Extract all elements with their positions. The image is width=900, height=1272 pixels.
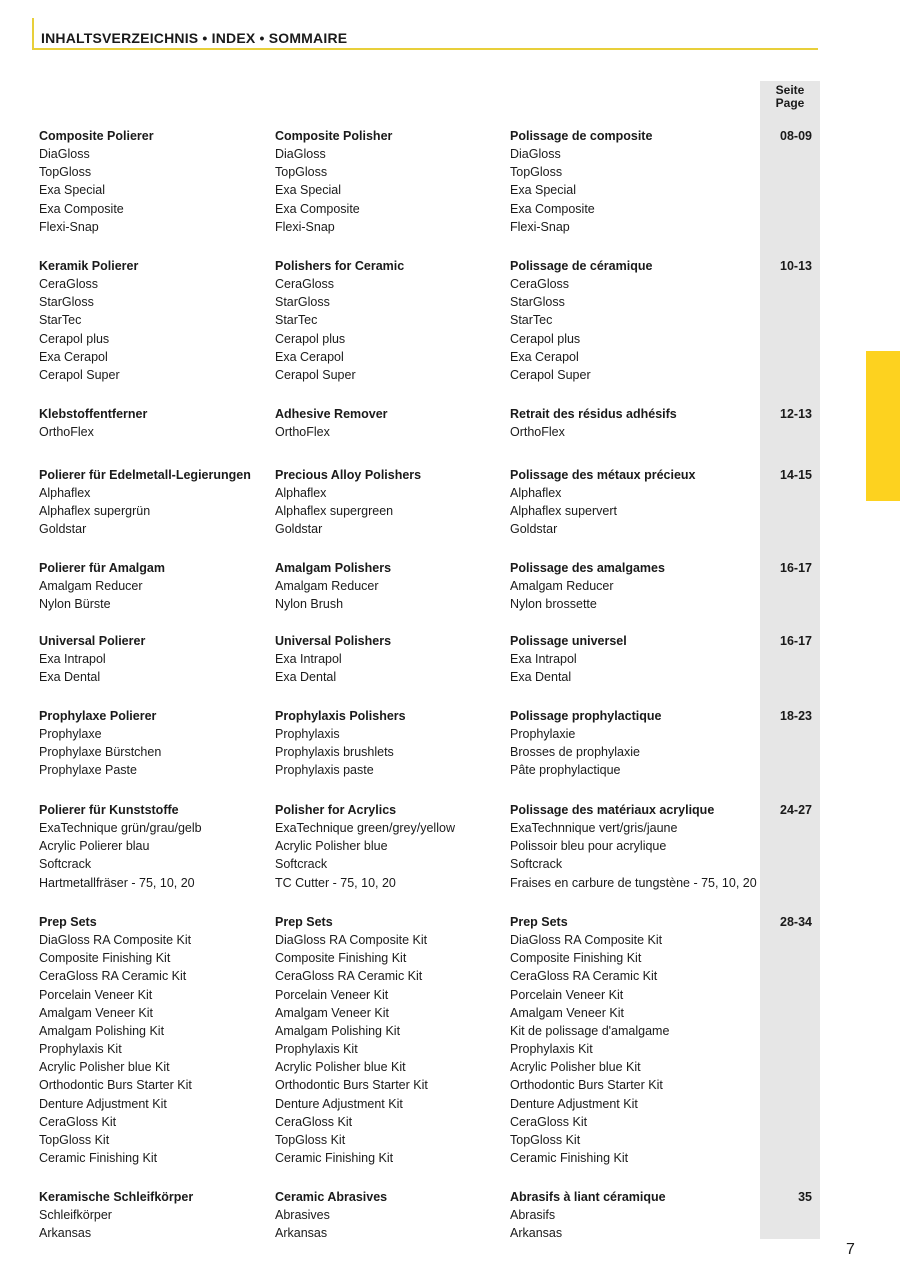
index-entry: Softcrack: [510, 857, 563, 872]
section-heading: Keramische Schleifkörper: [39, 1190, 194, 1204]
index-entry: Alphaflex: [275, 486, 327, 501]
title-bar: [32, 18, 818, 50]
column-de: [39, 707, 269, 780]
index-entry: ExaTechnique grün/grau/gelb: [39, 821, 202, 836]
index-entry: Prophylaxis: [275, 727, 340, 742]
page-range: 16-17: [780, 634, 812, 648]
column-de: [39, 257, 269, 384]
index-entry: Acrylic Polisher blue Kit: [275, 1060, 406, 1075]
page-label-en: Page: [775, 96, 805, 110]
column-en: [275, 801, 505, 892]
index-entry: Flexi-Snap: [275, 219, 335, 234]
section-heading: Klebstoffentferner: [39, 407, 148, 421]
section-heading: Universal Polishers: [275, 634, 392, 648]
column-fr: [510, 801, 760, 892]
index-entry: Porcelain Veneer Kit: [510, 987, 624, 1002]
index-entry: Prophylaxie: [510, 727, 576, 742]
index-entry: Exa Dental: [510, 670, 572, 685]
index-entry: DiaGloss RA Composite Kit: [39, 933, 192, 948]
index-entry: Amalgam Reducer: [39, 579, 143, 594]
index-entry: Amalgam Reducer: [275, 579, 379, 594]
index-entry: Softcrack: [39, 857, 92, 872]
index-entry: Acrylic Polierer blau: [39, 839, 150, 854]
index-entry: Softcrack: [275, 857, 328, 872]
index-entry: Exa Cerapol: [510, 349, 579, 364]
column-fr: [510, 466, 760, 539]
index-entry: DiaGloss: [275, 147, 326, 162]
index-entry: Prophylaxe: [39, 727, 102, 742]
index-entry: Arkansas: [275, 1226, 328, 1241]
section-heading: Polissage des matériaux acrylique: [510, 803, 715, 817]
index-entry: Alphaflex supergrün: [39, 504, 151, 519]
index-entry: Goldstar: [275, 522, 323, 537]
column-de: [39, 559, 269, 613]
index-entry: StarGloss: [275, 295, 330, 310]
index-entry: Exa Intrapol: [39, 652, 106, 667]
section-heading: Composite Polierer: [39, 129, 154, 143]
index-entry: Alphaflex: [510, 486, 562, 501]
index-entry: Prophylaxis Kit: [510, 1042, 593, 1057]
index-entry: CeraGloss: [510, 277, 570, 292]
section-heading: Prep Sets: [39, 915, 97, 929]
page-column-header: [760, 84, 820, 110]
index-entry: Arkansas: [510, 1226, 563, 1241]
section-heading: Universal Polierer: [39, 634, 146, 648]
section-heading: Composite Polisher: [275, 129, 393, 143]
index-entry: Alphaflex supervert: [510, 504, 618, 519]
column-fr: [510, 405, 760, 441]
index-entry: Nylon Brush: [275, 597, 344, 612]
page-title: INHALTSVERZEICHNIS • INDEX • SOMMAIRE: [41, 30, 348, 46]
column-de: [39, 1188, 269, 1242]
index-entry: Arkansas: [39, 1226, 92, 1241]
section-heading: Abrasifs à liant céramique: [510, 1190, 666, 1204]
index-entry: Exa Composite: [275, 201, 360, 216]
index-entry: Acrylic Polisher blue: [275, 839, 388, 854]
index-entry: TC Cutter - 75, 10, 20: [275, 875, 396, 890]
column-en: [275, 1188, 505, 1242]
index-entry: Composite Finishing Kit: [510, 951, 642, 966]
column-en: [275, 466, 505, 539]
index-entry: Orthodontic Burs Starter Kit: [275, 1078, 428, 1093]
index-entry: DiaGloss RA Composite Kit: [275, 933, 428, 948]
index-entry: Ceramic Finishing Kit: [39, 1151, 158, 1166]
column-de: [39, 801, 269, 892]
index-entry: Nylon brossette: [510, 597, 597, 612]
index-entry: CeraGloss: [39, 277, 99, 292]
page-range: 35: [798, 1190, 812, 1204]
column-de: [39, 466, 269, 539]
index-entry: Abrasifs: [510, 1208, 556, 1223]
section-heading: Prep Sets: [275, 915, 333, 929]
index-entry: Acrylic Polisher blue Kit: [39, 1060, 170, 1075]
index-entry: Denture Adjustment Kit: [275, 1096, 403, 1111]
index-entry: TopGloss Kit: [510, 1132, 581, 1147]
index-entry: Polissoir bleu pour acrylique: [510, 839, 667, 854]
index-entry: Cerapol Super: [39, 367, 120, 382]
column-en: [275, 632, 505, 686]
index-entry: StarTec: [510, 313, 553, 328]
index-entry: Exa Special: [275, 183, 342, 198]
index-entry: Schleifkörper: [39, 1208, 112, 1223]
column-fr: [510, 913, 760, 1167]
column-en: [275, 405, 505, 441]
index-entry: StarGloss: [510, 295, 565, 310]
index-entry: Composite Finishing Kit: [39, 951, 171, 966]
column-en: [275, 559, 505, 613]
index-entry: Exa Dental: [275, 670, 337, 685]
index-entry: Flexi-Snap: [39, 219, 99, 234]
index-entry: StarTec: [275, 313, 318, 328]
index-entry: TopGloss Kit: [275, 1132, 346, 1147]
index-entry: OrthoFlex: [39, 425, 94, 440]
index-entry: Amalgam Veneer Kit: [275, 1005, 389, 1020]
index-entry: Exa Special: [39, 183, 106, 198]
section-heading: Polisher for Acrylics: [275, 803, 397, 817]
index-entry: DiaGloss: [510, 147, 561, 162]
index-entry: Denture Adjustment Kit: [39, 1096, 167, 1111]
page-range: 18-23: [780, 709, 812, 723]
index-entry: ExaTechnique green/grey/yellow: [275, 821, 455, 836]
section-tab-marker: [866, 351, 900, 501]
section-heading: Polishers for Ceramic: [275, 259, 405, 273]
index-entry: TopGloss: [275, 165, 328, 180]
index-entry: Exa Cerapol: [275, 349, 344, 364]
index-entry: Composite Finishing Kit: [275, 951, 407, 966]
index-entry: Orthodontic Burs Starter Kit: [510, 1078, 663, 1093]
column-en: [275, 127, 505, 236]
column-de: [39, 405, 269, 441]
page-range: 08-09: [780, 129, 812, 143]
section-heading: Polissage de céramique: [510, 259, 653, 273]
index-entry: Prophylaxe Paste: [39, 763, 137, 778]
column-fr: [510, 1188, 760, 1242]
index-entry: Goldstar: [39, 522, 87, 537]
index-entry: Amalgam Veneer Kit: [510, 1005, 624, 1020]
column-en: [275, 257, 505, 384]
index-entry: Nylon Bürste: [39, 597, 111, 612]
index-entry: Alphaflex: [39, 486, 91, 501]
index-entry: Prophylaxe Bürstchen: [39, 745, 162, 760]
index-entry: StarGloss: [39, 295, 94, 310]
index-entry: Prophylaxis paste: [275, 763, 374, 778]
column-fr: [510, 127, 760, 236]
column-en: [275, 707, 505, 780]
index-entry: Hartmetallfräser - 75, 10, 20: [39, 875, 195, 890]
index-entry: TopGloss: [510, 165, 563, 180]
page-range: 16-17: [780, 561, 812, 575]
section-heading: Polierer für Edelmetall-Legierungen: [39, 468, 251, 482]
page-range: 28-34: [780, 915, 812, 929]
section-heading: Polierer für Kunststoffe: [39, 803, 179, 817]
index-entry: Amalgam Polishing Kit: [275, 1023, 401, 1038]
index-entry: StarTec: [39, 313, 82, 328]
index-entry: ExaTechnnique vert/gris/jaune: [510, 821, 678, 836]
section-heading: Polissage des amalgames: [510, 561, 665, 575]
column-de: [39, 127, 269, 236]
section-heading: Amalgam Polishers: [275, 561, 392, 575]
index-entry: Exa Cerapol: [39, 349, 108, 364]
index-entry: CeraGloss Kit: [275, 1114, 353, 1129]
index-entry: CeraGloss RA Ceramic Kit: [275, 969, 423, 984]
index-entry: Porcelain Veneer Kit: [275, 987, 389, 1002]
index-entry: DiaGloss: [39, 147, 90, 162]
column-de: [39, 632, 269, 686]
index-entry: Cerapol plus: [39, 331, 110, 346]
section-heading: Prep Sets: [510, 915, 568, 929]
index-entry: Prophylaxis Kit: [275, 1042, 358, 1057]
index-entry: CeraGloss Kit: [39, 1114, 117, 1129]
page-column-background: [760, 81, 820, 1239]
index-entry: Cerapol plus: [510, 331, 581, 346]
index-entry: Orthodontic Burs Starter Kit: [39, 1078, 192, 1093]
column-fr: [510, 257, 760, 384]
index-entry: Kit de polissage d'amalgame: [510, 1023, 670, 1038]
index-entry: OrthoFlex: [510, 425, 565, 440]
index-entry: Goldstar: [510, 522, 558, 537]
index-entry: Denture Adjustment Kit: [510, 1096, 638, 1111]
index-entry: Porcelain Veneer Kit: [39, 987, 153, 1002]
page-range: 10-13: [780, 259, 812, 273]
index-entry: DiaGloss RA Composite Kit: [510, 933, 663, 948]
section-heading: Keramik Polierer: [39, 259, 139, 273]
column-en: [275, 913, 505, 1167]
index-entry: Amalgam Reducer: [510, 579, 614, 594]
section-heading: Polissage de composite: [510, 129, 653, 143]
index-entry: Prophylaxis brushlets: [275, 745, 394, 760]
column-fr: [510, 707, 760, 780]
index-entry: Exa Intrapol: [275, 652, 342, 667]
section-heading: Prophylaxe Polierer: [39, 709, 157, 723]
index-entry: Pâte prophylactique: [510, 763, 621, 778]
index-entry: Abrasives: [275, 1208, 330, 1223]
section-heading: Ceramic Abrasives: [275, 1190, 388, 1204]
index-entry: Acrylic Polisher blue Kit: [510, 1060, 641, 1075]
index-entry: Flexi-Snap: [510, 219, 570, 234]
index-entry: OrthoFlex: [275, 425, 330, 440]
column-fr: [510, 559, 760, 613]
index-entry: Cerapol Super: [275, 367, 356, 382]
section-heading: Prophylaxis Polishers: [275, 709, 406, 723]
page-label-de: Seite: [775, 83, 805, 97]
index-entry: Prophylaxis Kit: [39, 1042, 122, 1057]
section-heading: Adhesive Remover: [275, 407, 388, 421]
index-entry: Exa Composite: [510, 201, 595, 216]
index-entry: Brosses de prophylaxie: [510, 745, 640, 760]
index-entry: Ceramic Finishing Kit: [510, 1151, 629, 1166]
index-entry: CeraGloss Kit: [510, 1114, 588, 1129]
index-entry: TopGloss Kit: [39, 1132, 110, 1147]
index-entry: Ceramic Finishing Kit: [275, 1151, 394, 1166]
section-heading: Polissage des métaux précieux: [510, 468, 696, 482]
index-entry: Exa Intrapol: [510, 652, 577, 667]
section-heading: Polierer für Amalgam: [39, 561, 165, 575]
section-heading: Precious Alloy Polishers: [275, 468, 422, 482]
index-entry: Amalgam Polishing Kit: [39, 1023, 165, 1038]
index-entry: Cerapol Super: [510, 367, 591, 382]
index-entry: Alphaflex supergreen: [275, 504, 394, 519]
index-entry: CeraGloss RA Ceramic Kit: [39, 969, 187, 984]
page-range: 24-27: [780, 803, 812, 817]
page-number: 7: [846, 1241, 855, 1258]
section-heading: Polissage universel: [510, 634, 627, 648]
column-fr: [510, 632, 760, 686]
page-range: 14-15: [780, 468, 812, 482]
section-heading: Retrait des résidus adhésifs: [510, 407, 677, 421]
section-heading: Polissage prophylactique: [510, 709, 662, 723]
index-entry: Exa Composite: [39, 201, 124, 216]
index-entry: Fraises en carbure de tungstène - 75, 10, 20: [510, 875, 757, 890]
page-range: 12-13: [780, 407, 812, 421]
column-de: [39, 913, 269, 1167]
index-entry: Exa Dental: [39, 670, 101, 685]
index-entry: Amalgam Veneer Kit: [39, 1005, 153, 1020]
index-entry: CeraGloss RA Ceramic Kit: [510, 969, 658, 984]
index-entry: Exa Special: [510, 183, 577, 198]
index-entry: CeraGloss: [275, 277, 335, 292]
index-entry: TopGloss: [39, 165, 92, 180]
index-entry: Cerapol plus: [275, 331, 346, 346]
